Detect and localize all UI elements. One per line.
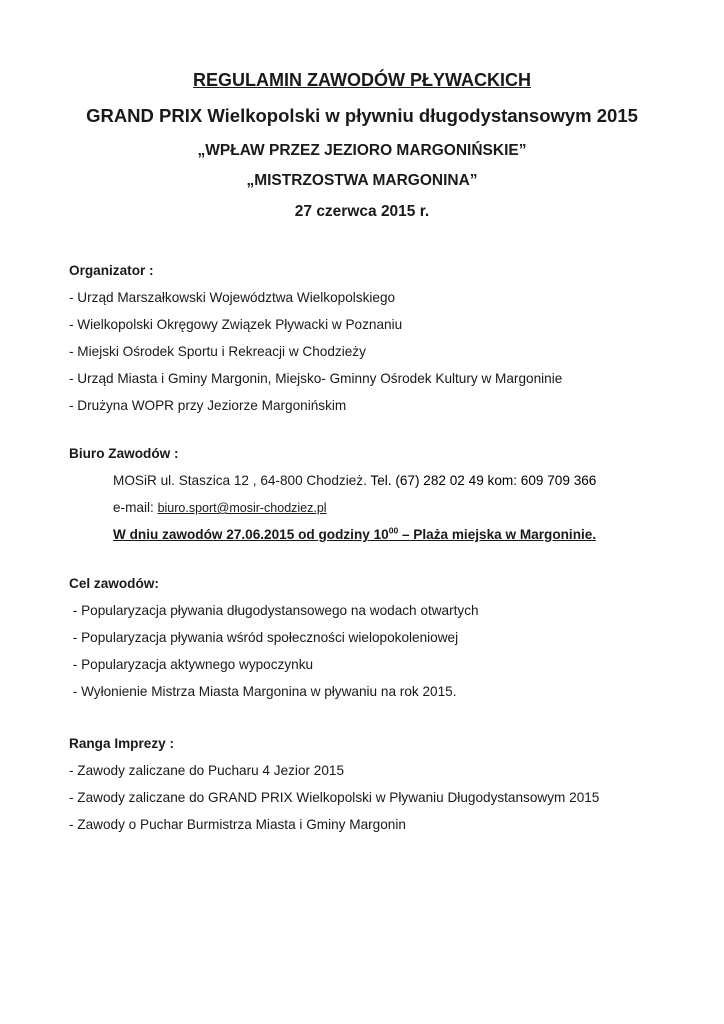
office-address-line bbox=[69, 467, 689, 494]
event-day-place: – Plaża miejska w Margoninie. bbox=[398, 527, 597, 542]
office-heading: Biuro Zawodów : bbox=[69, 446, 179, 461]
organizer-section bbox=[69, 257, 689, 419]
event-name: „WPŁAW PRZEZ JEZIORO MARGONIŃSKIE” bbox=[197, 142, 527, 159]
email-link[interactable]: biuro.sport@mosir-chodziez.pl bbox=[157, 501, 327, 515]
list-item: - Popularyzacja pływania wśród społeczności wielopokoleniowej bbox=[69, 630, 459, 645]
document-title: REGULAMIN ZAWODÓW PŁYWACKICH bbox=[193, 70, 531, 90]
championship-name: „MISTRZOSTWA MARGONINA” bbox=[246, 172, 478, 189]
list-item: - Miejski Ośrodek Sportu i Rekreacji w Chodzieży bbox=[69, 344, 366, 359]
list-item: - Wielkopolski Okręgowy Związek Pływacki w Poznaniu bbox=[69, 317, 403, 332]
list-item: - Popularyzacja aktywnego wypoczynku bbox=[69, 657, 314, 672]
list-item: - Urząd Marszałkowski Województwa Wielkopolskiego bbox=[69, 290, 396, 305]
goals-section bbox=[69, 570, 689, 705]
list-item: - Drużyna WOPR przy Jeziorze Margonińskim bbox=[69, 398, 347, 413]
rank-section bbox=[69, 730, 689, 838]
list-item: - Zawody zaliczane do Pucharu 4 Jezior 2015 bbox=[69, 763, 345, 778]
list-item: - Zawody o Puchar Burmistrza Miasta i Gminy Margonin bbox=[69, 817, 406, 832]
email-label: e-mail: bbox=[113, 500, 158, 515]
list-item: - Popularyzacja pływania długodystansowego na wodach otwartych bbox=[69, 603, 479, 618]
list-item: - Wyłonienie Mistrza Miasta Margonina w pływaniu na rok 2015. bbox=[69, 684, 457, 699]
list-item: - Urząd Miasta i Gminy Margonin, Miejsko- Gminny Ośrodek Kultury w Margoninie bbox=[69, 371, 563, 386]
event-day-hour-sup: 00 bbox=[388, 525, 399, 536]
office-section bbox=[69, 440, 689, 548]
goals-heading: Cel zawodów: bbox=[69, 576, 159, 591]
event-day-info bbox=[69, 521, 689, 548]
rank-heading: Ranga Imprezy : bbox=[69, 736, 174, 751]
document-subtitle: GRAND PRIX Wielkopolski w pływniu długodystansowym 2015 bbox=[86, 105, 638, 126]
list-item: - Zawody zaliczane do GRAND PRIX Wielkopolski w Pływaniu Długodystansowym 2015 bbox=[69, 790, 600, 805]
office-email-line bbox=[69, 494, 689, 521]
event-day-text: W dniu zawodów 27.06.2015 od godziny 10 bbox=[113, 527, 389, 542]
office-phone: Tel. (67) 282 02 49 kom: 609 709 366 bbox=[370, 473, 597, 488]
office-address: MOSiR ul. Staszica 12 , 64-800 Chodzież. bbox=[113, 473, 367, 488]
event-date: 27 czerwca 2015 r. bbox=[294, 203, 430, 220]
organizer-heading: Organizator : bbox=[69, 263, 154, 278]
